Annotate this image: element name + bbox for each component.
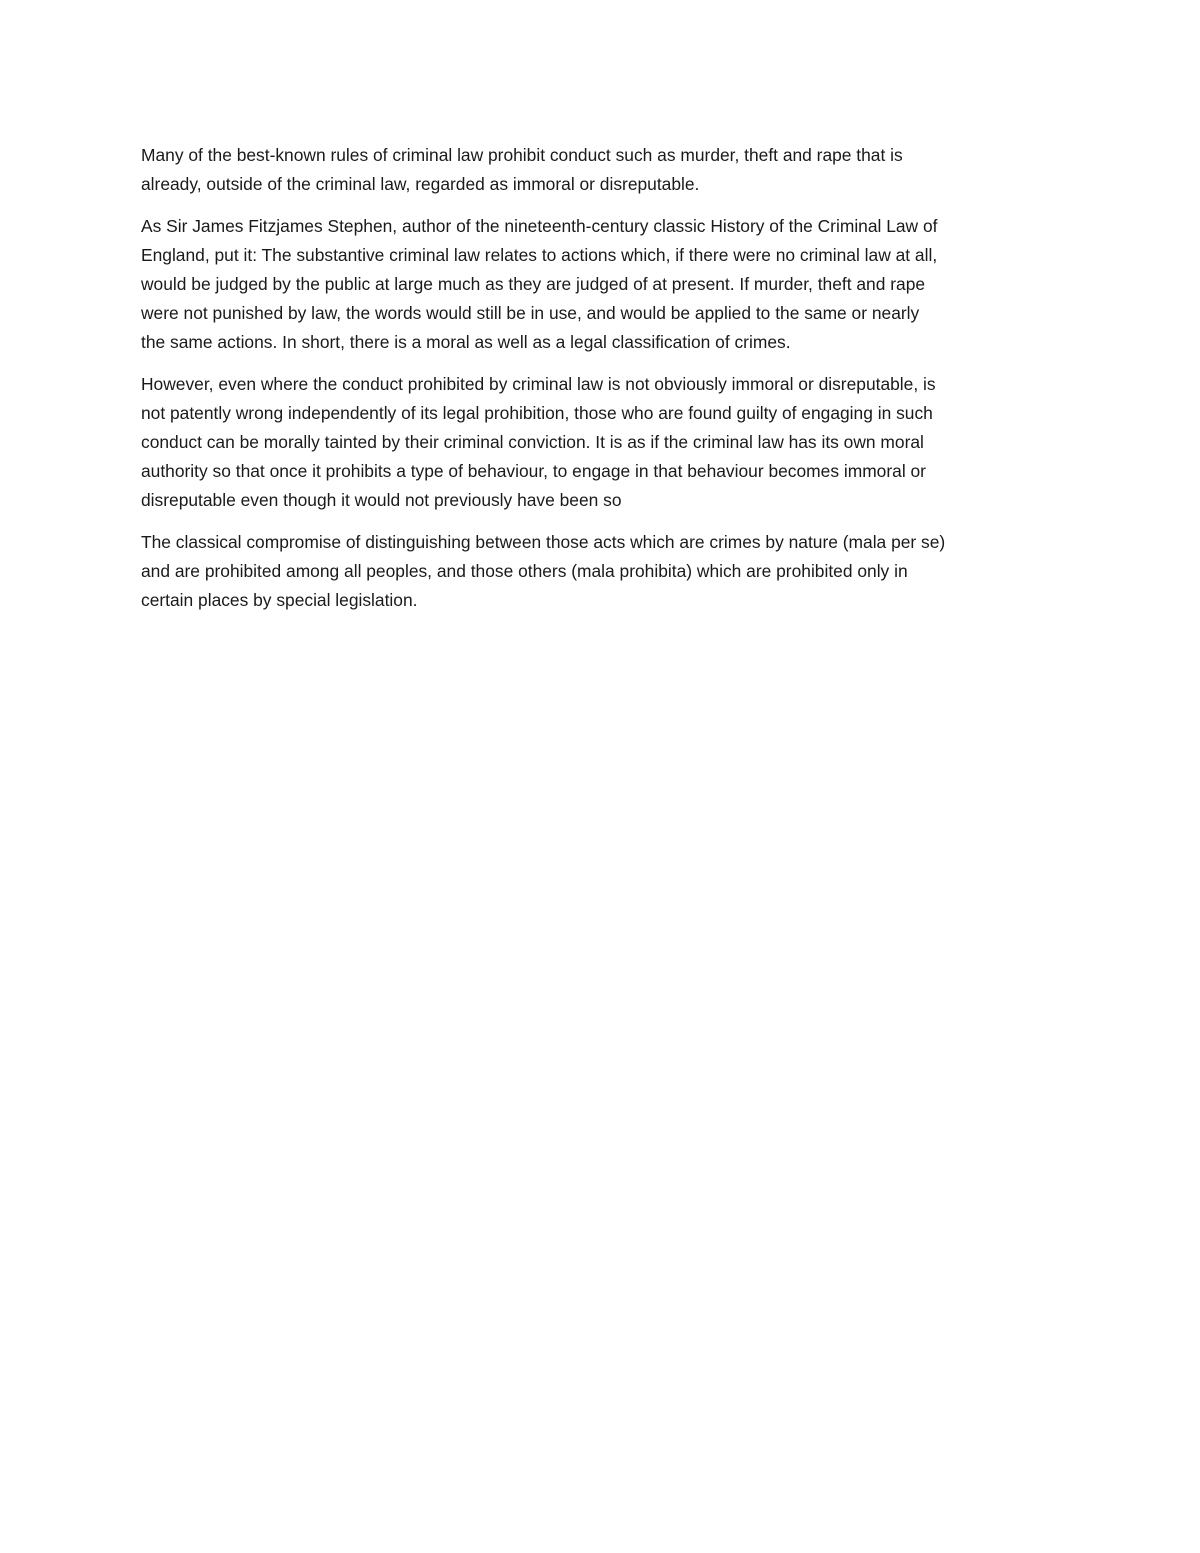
paragraph: Many of the best-known rules of criminal law prohibit conduct such as murder, theft and rape that is already, outside of the criminal law, regarded as immoral or disreputable. [141,145,903,194]
paragraph: However, even where the conduct prohibited by criminal law is not obviously immoral or disreputable, is not patently wrong independently of its legal prohibition, those who are found guilty of engaging in such conduct can be morally tainted by their criminal conviction. It is as if the criminal law has its own moral authority so that once it prohibits a type of behaviour, to engage in that behaviour becomes immoral or disreputable even though it would not previously have been so [141,374,936,510]
paragraph: The classical compromise of distinguishing between those acts which are crimes by nature (mala per se) and are prohibited among all peoples, and those others (mala prohibita) which are prohibited only in certain places by special legislation. [141,532,946,610]
paragraph: As Sir James Fitzjames Stephen, author of the nineteenth-century classic History of the Criminal Law of England, put it: The substantive criminal law relates to actions which, if there were no criminal law at all, would be judged by the public at large much as they are judged of at present. If murder, theft and rape were not punished by law, the words would still be in use, and would be applied to the same or nearly the same actions. In short, there is a moral as well as a legal classification of crimes. [141,216,938,352]
document-body [141,141,1066,628]
